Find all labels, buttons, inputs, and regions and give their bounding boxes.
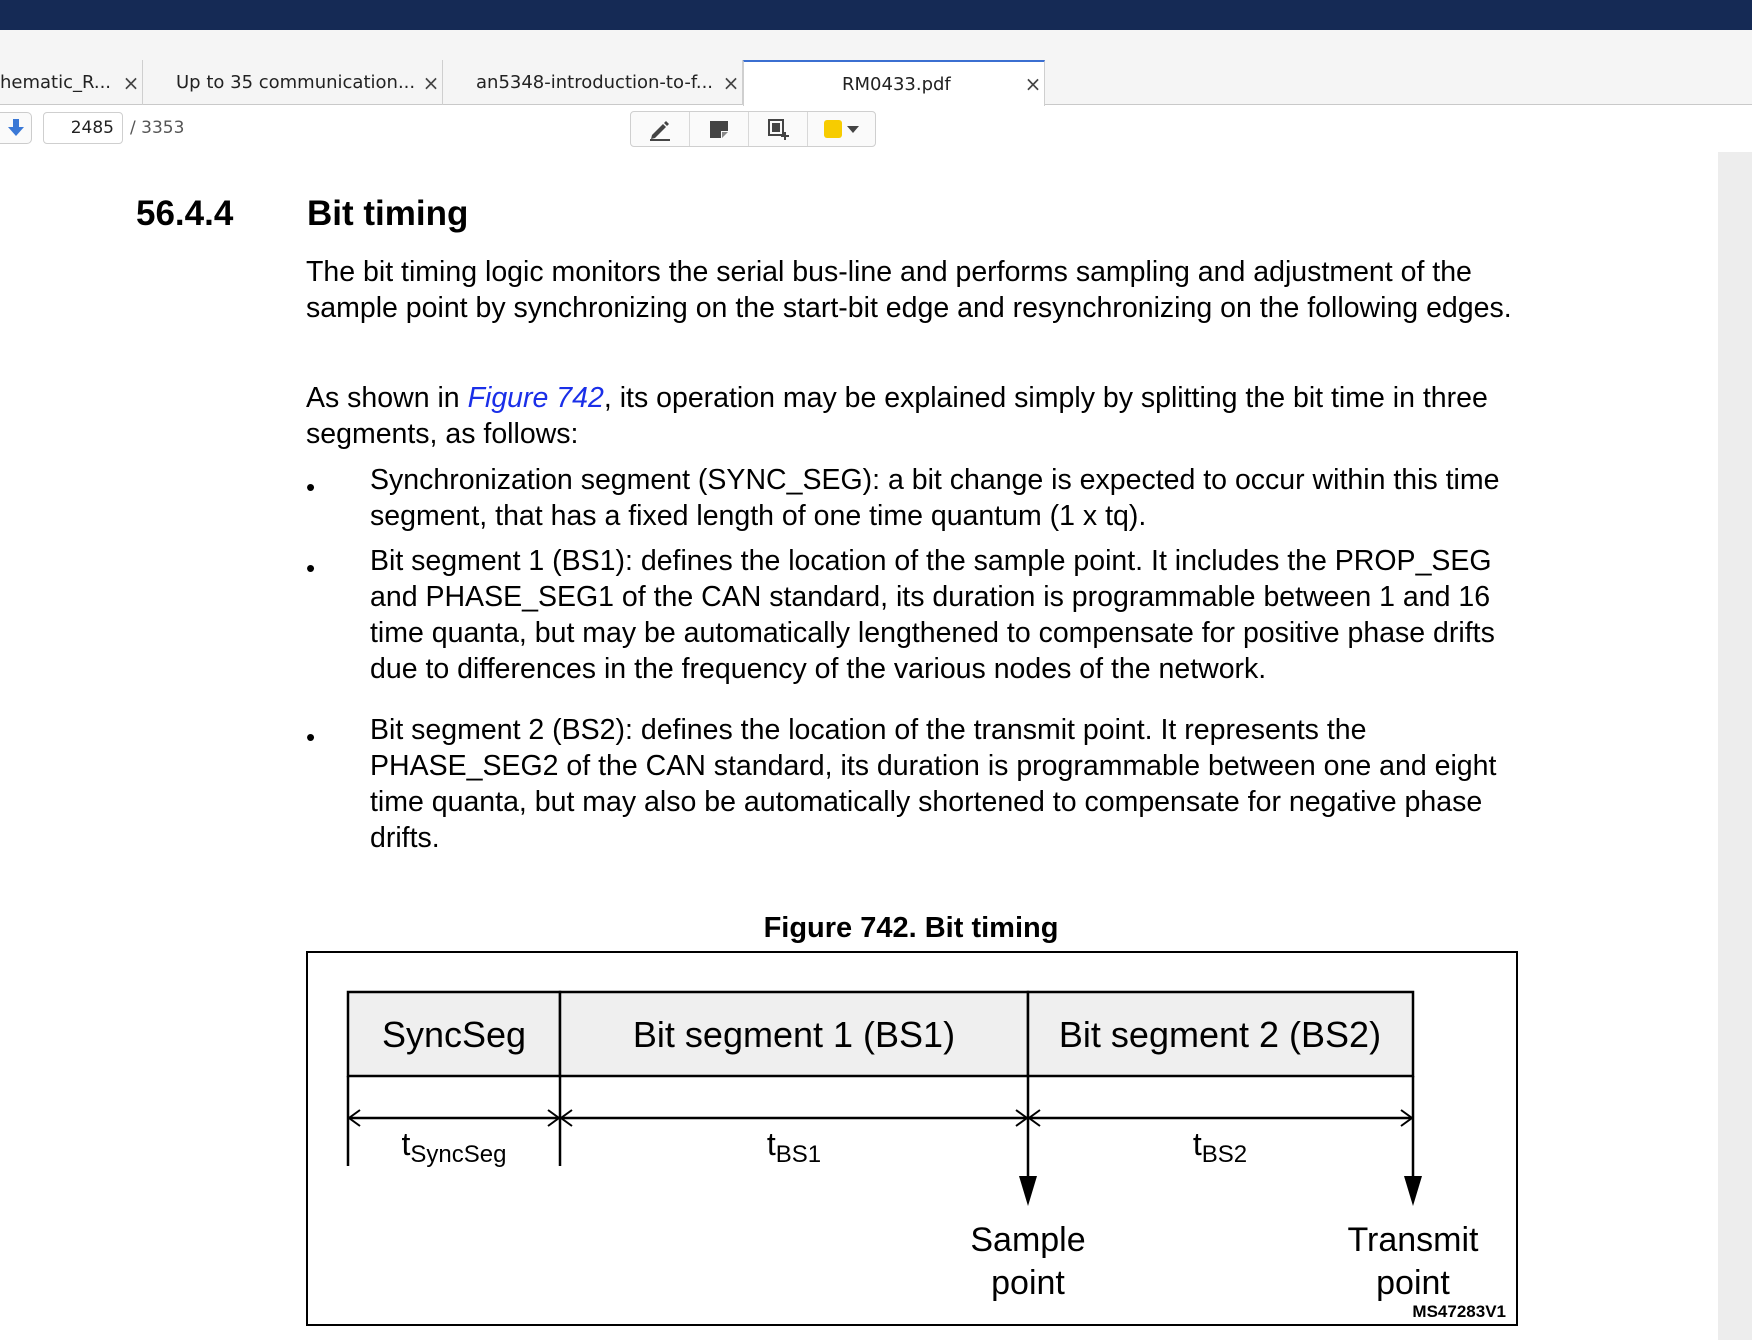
transmit-point-arrow (1404, 1176, 1422, 1206)
bullet-marker: • (306, 553, 316, 583)
arrow-down-icon (8, 119, 24, 137)
page-total: / 3353 (130, 118, 185, 138)
bullet-marker: • (306, 472, 316, 502)
close-icon[interactable]: × (422, 70, 440, 95)
tab-bar (0, 30, 1752, 105)
chevron-down-icon (847, 126, 859, 133)
section-title: Bit timing (307, 194, 469, 233)
time-label-bs1 (767, 1126, 821, 1168)
tab-label: RM0433.pdf (842, 73, 951, 95)
tab-label: Up to 35 communication... (176, 72, 416, 93)
highlight-color-dropdown[interactable] (808, 112, 874, 146)
time-label-base: t (1192, 1126, 1202, 1162)
sample-point-arrow (1019, 1176, 1037, 1206)
note-icon (708, 118, 730, 140)
time-label-bs2 (1193, 1126, 1247, 1168)
annotation-tools (630, 111, 876, 147)
time-label-sub: BS2 (1201, 1141, 1248, 1168)
paragraph-text: As shown in (306, 382, 468, 414)
color-swatch-icon (824, 120, 842, 138)
note-button[interactable] (690, 112, 749, 146)
figure-title: Figure 742. Bit timing (763, 912, 1059, 944)
tab-label: an5348-introduction-to-f... (476, 72, 714, 93)
paragraph-text: , its operation may be explained simply by splitting the bit time in three segments, as follows: (306, 382, 1488, 450)
time-label-sub: SyncSeg (410, 1141, 507, 1168)
next-page-button[interactable] (0, 112, 32, 144)
document-page (0, 152, 1718, 1340)
tab-an5348[interactable] (443, 60, 743, 105)
paragraph-intro: The bit timing logic monitors the serial bus-line and performs sampling and adjustment of the sample point by synchronizing on the start-bit edge and resynchronizing on the following edges. (306, 256, 1512, 324)
time-label-base: t (766, 1126, 776, 1162)
time-label-base: t (401, 1126, 411, 1162)
segment-label-bs1: Bit segment 1 (BS1) (632, 1014, 956, 1055)
section-number: 56.4.4 (136, 194, 234, 233)
tab-rm0433[interactable] (743, 60, 1045, 106)
sample-point-label-line1: Sample (970, 1221, 1086, 1259)
segment-label-bs2: Bit segment 2 (BS2) (1058, 1014, 1382, 1055)
bullet-marker: • (306, 722, 316, 752)
pen-icon (648, 117, 672, 141)
close-icon[interactable]: × (122, 70, 140, 95)
transmit-point-label-line2: point (1376, 1264, 1450, 1302)
segment-label-syncseg: SyncSeg (381, 1014, 527, 1055)
highlight-pen-button[interactable] (631, 112, 690, 146)
figure-link[interactable]: Figure 742 (467, 382, 604, 414)
add-page-icon (766, 117, 790, 141)
time-label-syncseg (402, 1126, 507, 1168)
bullet-bs2: Bit segment 2 (BS2): defines the location of the transmit point. It represents the PHASE_SEG2 of the CAN standard, its duration is programmable between one and eight time quanta, but may also be automatically shortened to compensate for negative phase drifts. (370, 714, 1497, 854)
close-icon[interactable]: × (1024, 72, 1042, 96)
scrollbar[interactable] (1718, 152, 1752, 1340)
tab-schematic[interactable] (0, 60, 143, 105)
add-page-button[interactable] (749, 112, 808, 146)
title-bar (0, 0, 1752, 30)
bullet-sync-seg: Synchronization segment (SYNC_SEG): a bit change is expected to occur within this time segment, that has a fixed length of one time quantum (1 x tq). (370, 464, 1500, 532)
time-label-sub: BS1 (775, 1141, 822, 1168)
sample-point-label-line2: point (991, 1264, 1065, 1302)
close-icon[interactable]: × (722, 70, 740, 95)
figure-id: MS47283V1 (1412, 1302, 1506, 1321)
tab-communication[interactable] (143, 60, 443, 105)
page-number-input[interactable]: 2485 (43, 112, 123, 144)
tab-label: hematic_R... (0, 72, 112, 93)
paragraph-segments (306, 380, 1526, 452)
transmit-point-label-line1: Transmit (1347, 1221, 1479, 1259)
bullet-bs1: Bit segment 1 (BS1): defines the location of the sample point. It includes the PROP_SEG and PHASE_SEG1 of the CAN standard, its duration is programmable between 1 and 16 time quanta, but may be automatically lengthened to compensate for positive phase drifts due to differences in the frequency of the various nodes of the network. (370, 545, 1495, 685)
bit-timing-diagram (306, 951, 1518, 1326)
pdf-toolbar (0, 106, 1718, 152)
